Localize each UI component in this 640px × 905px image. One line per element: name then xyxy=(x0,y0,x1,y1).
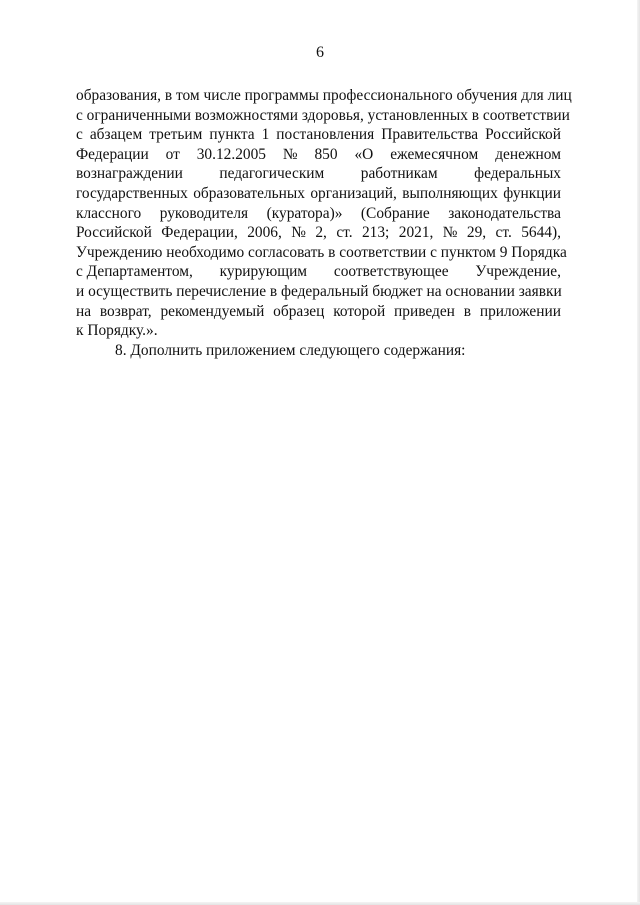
text-line xyxy=(76,125,561,145)
word: которой xyxy=(333,302,386,320)
item-8-text: 8. Дополнить приложением следующего содержания: xyxy=(115,341,466,359)
text-line xyxy=(76,223,561,243)
word: № xyxy=(442,224,458,242)
word: 1 xyxy=(261,126,270,144)
word: 213; xyxy=(361,224,390,242)
word: постановления xyxy=(276,126,375,144)
word: пункта xyxy=(209,126,255,144)
word: Правительства xyxy=(381,126,479,144)
word: Федерации xyxy=(76,145,149,163)
word: Российской xyxy=(485,126,561,144)
text-line: образования, в том числе программы профессионального обучения для лиц xyxy=(76,87,572,104)
text-line xyxy=(76,204,561,224)
word: 850 xyxy=(314,145,338,163)
word: «О xyxy=(354,145,374,163)
word: образец xyxy=(273,302,325,320)
word: функции xyxy=(503,184,561,202)
page-number: 6 xyxy=(316,44,324,61)
word: ежемесячном xyxy=(390,145,479,163)
text-line: с ограниченными возможностями здоровья, установленных в соответствии xyxy=(76,106,570,124)
text-line xyxy=(76,302,561,322)
word: соответствующее xyxy=(333,263,449,281)
text-line xyxy=(76,262,561,282)
word: от xyxy=(165,145,180,163)
document-body xyxy=(76,86,572,360)
word: Учреждение, xyxy=(475,263,561,281)
word: 2006, xyxy=(247,224,282,242)
word: 5644), xyxy=(521,224,561,242)
word: федеральных xyxy=(474,165,561,183)
word: выполняющих xyxy=(402,184,498,202)
text-line xyxy=(76,164,561,184)
word: приложении xyxy=(479,302,561,320)
paragraph-continuation xyxy=(76,86,572,341)
word: № xyxy=(291,224,306,242)
word: работникам xyxy=(360,165,438,183)
text-line: и осуществить перечисление в федеральный бюджет на основании заявки xyxy=(76,282,562,300)
word: (куратора)» xyxy=(266,204,343,222)
word: абзацем xyxy=(89,126,143,144)
word: 30.12.2005 xyxy=(196,145,266,163)
word: возврат, xyxy=(99,302,152,320)
word: классного xyxy=(76,204,142,222)
word: ст. xyxy=(495,224,512,242)
word: образовательных xyxy=(193,184,305,202)
word: третьим xyxy=(149,126,203,144)
word: № xyxy=(282,145,298,163)
text-line: к Порядку.». xyxy=(76,322,158,340)
word: с Департаментом, xyxy=(76,263,193,281)
word: законодательства xyxy=(448,204,561,222)
word: Федерации, xyxy=(161,224,238,242)
word: Российской xyxy=(76,224,152,242)
word: рекомендуемый xyxy=(160,302,265,320)
word: (Собрание xyxy=(360,204,430,222)
word: государственных xyxy=(76,184,188,202)
text-line xyxy=(76,145,561,165)
word: на xyxy=(76,302,92,320)
word: педагогическим xyxy=(219,165,325,183)
word: приведен xyxy=(394,302,455,320)
word: с xyxy=(76,126,83,144)
word: вознаграждении xyxy=(76,165,183,183)
text-line xyxy=(76,184,561,204)
word: 29, xyxy=(466,224,487,242)
word: 2021, xyxy=(398,224,434,242)
word: ст. xyxy=(336,224,353,242)
word: 2, xyxy=(315,224,327,242)
word: денежном xyxy=(495,145,561,163)
text-line: Учреждению необходимо согласовать в соответствии с пунктом 9 Порядка xyxy=(76,243,567,261)
word: курирующим xyxy=(219,263,308,281)
word: организаций, xyxy=(310,184,397,202)
word: в xyxy=(463,302,472,320)
word: руководителя xyxy=(159,204,249,222)
